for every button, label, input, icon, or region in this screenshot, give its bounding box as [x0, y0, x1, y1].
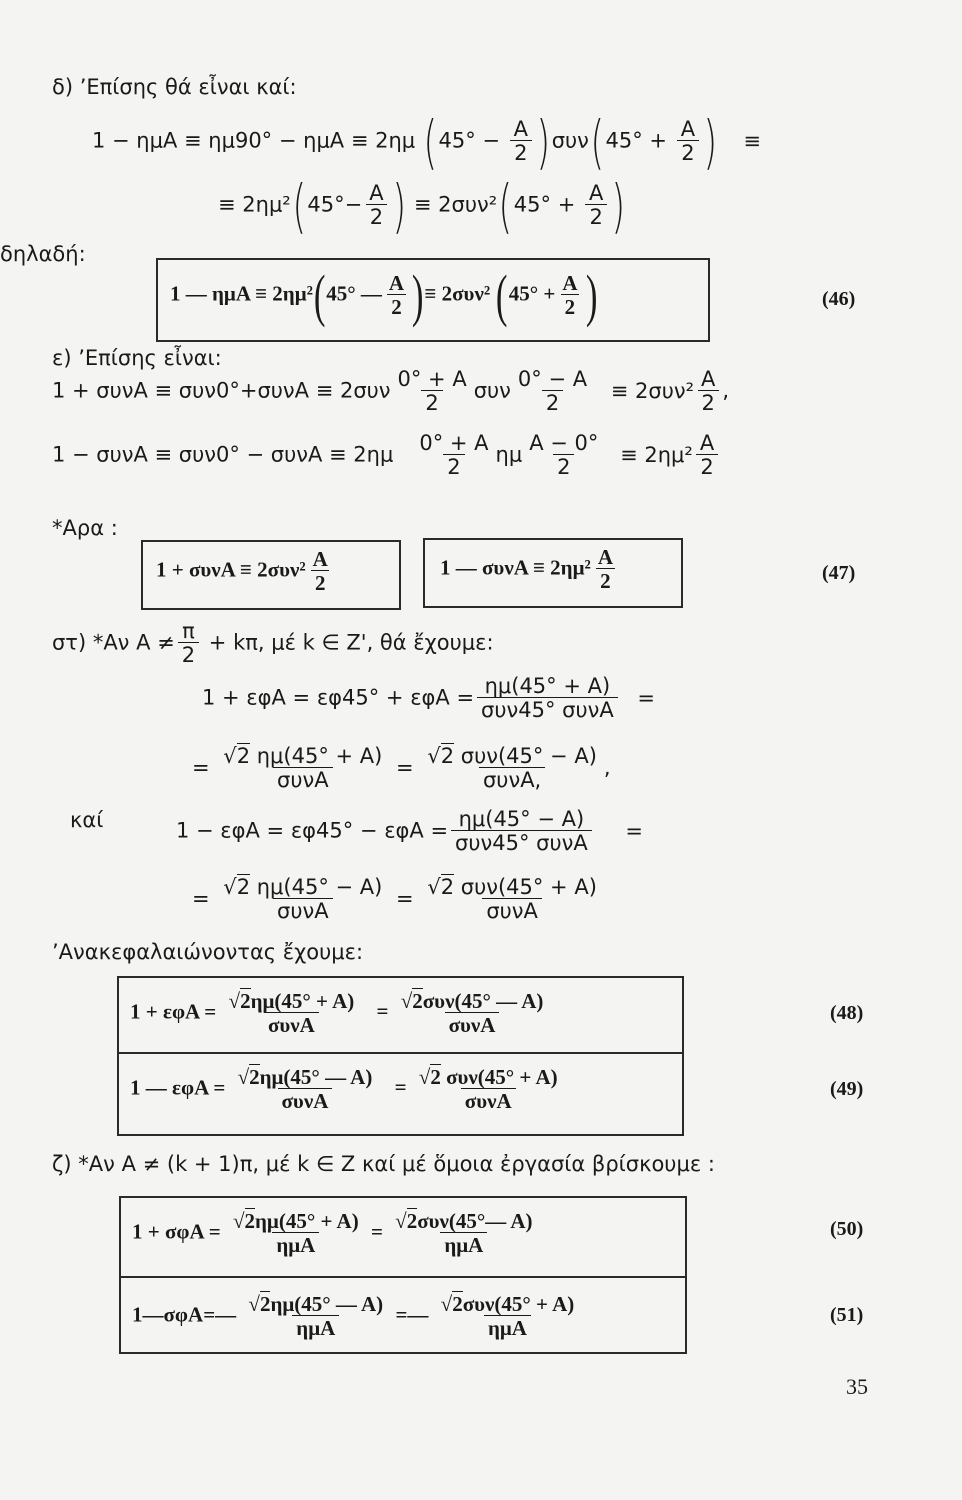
eq46-formula: 1 — ημΑ ≡ 2ημ²(45° — $\frac{A}{2}$ )≡ 2συν² (45° + $\frac{A}{2}$ ) [170, 262, 597, 328]
eq51-formula: 1—σφΑ=— $\frac{√2\eta\mu(45^\circ — A)}{\text{ημΑ}}$ =— $\frac{\text{√2συν(45° + Α)}}{\text{ημΑ}}$ [132, 1292, 575, 1341]
section-z-label: ζ) *Αν Α ≠ (k + 1)π, μέ k ∈ Ζ καί μέ ὅμοια ἐργασία βρίσκουμε : [52, 1152, 715, 1176]
eq47-number: (47) [822, 562, 856, 584]
ara-label: *Αρα : [52, 516, 118, 540]
section-e-line1: 1 + συνΑ ≡ συν0°+συνΑ ≡ 2συν $\frac{0^\circ + A}{2}$ συν $\frac{0^\circ - A}{2}$ ≡ 2συν² $\frac{A}{2}$ , [52, 367, 730, 416]
tan-minus-line2: = $\frac{√2 \eta\mu(45^\circ - A)}{\text{συνΑ}}$ = $\frac{\text{√2 συν(45° + Α)}}{\text{συνΑ}}$ [192, 875, 597, 924]
eq47-right: 1 — συνΑ ≡ 2ημ² $\frac{A}{2}$ [440, 545, 613, 594]
section-d-label: δ) ’Επίσης θά εἶναι καί: [52, 75, 297, 99]
eq50-51-divider [119, 1276, 687, 1278]
section-e-line2: 1 − συνΑ ≡ συν0° − συνΑ ≡ 2ημ $\frac{0^\circ + A}{2}$ ημ $\frac{A - 0^\circ}{2}$ ≡ 2ημ² $\frac{A}{2}$ [52, 432, 721, 479]
eq50-number: (50) [830, 1218, 864, 1240]
eq50-formula: 1 + σφΑ = $\frac{√2\eta\mu(45^\circ + A)}{\text{ημΑ}}$ = $\frac{\text{√2συν(45°— Α)}}{\text{ημΑ}}$ [132, 1209, 533, 1258]
eq48-49-divider [117, 1052, 684, 1054]
eq46-number: (46) [822, 288, 856, 310]
dilladi-label: δηλαδή: [0, 242, 86, 266]
page-number: 35 [846, 1374, 868, 1399]
eq48-number: (48) [830, 1002, 864, 1024]
eq49-number: (49) [830, 1078, 864, 1100]
kai-label: καί [70, 808, 104, 832]
section-st-line: στ) *Αν Α ≠ $\frac{\pi}{2}$ + kπ, μέ k ∈ Ζ', θά ἔχουμε: [52, 619, 494, 668]
eq51-number: (51) [830, 1304, 864, 1326]
section-d-line1: 1 − ημΑ ≡ ημ90° − ημΑ ≡ 2ημ (45° − $\frac{A}{2}$ )συν(45° + $\frac{A}{2}$ ) ≡ [92, 107, 762, 176]
tan-minus-line1: 1 − εφΑ = εφ45° − εφΑ = $\frac{\eta\mu(45^\circ - A)}{\text{συν45° συνΑ}}$ = [176, 807, 643, 856]
summary-label: ’Ανακεφαλαιώνοντας ἔχουμε: [52, 940, 364, 964]
tan-plus-line2: = $\frac{√2 \eta\mu(45^\circ + A)}{\text{συνΑ}}$ = $\frac{\text{√2 συν(45° − Α)}}{\text{συνΑ,}}$ , [192, 744, 611, 793]
section-d-line2: ≡ 2ημ²(45°− $\frac{A}{2}$ ) ≡ 2συν²(45° + $\frac{A}{2}$ ) [218, 171, 626, 240]
eq47-left: 1 + συνΑ ≡ 2συν² $\frac{A}{2}$ [156, 547, 328, 596]
eq49-formula: 1 — εφΑ = $\frac{√2\eta\mu(45^\circ — A)}{\text{συνΑ}}$ = $\frac{\text{√2 συν(45° + Α)}}{\text{συνΑ}}$ [130, 1065, 558, 1114]
eq48-formula: 1 + εφΑ = $\frac{√2\eta\mu(45^\circ + A)}{\text{συνΑ}}$ = $\frac{\text{√2συν(45° — Α)}}{\text{συνΑ}}$ [130, 989, 544, 1038]
tan-plus-line1: 1 + εφΑ = εφ45° + εφΑ = $\frac{\eta\mu(45^\circ + A)}{\text{συν45° συνΑ}}$ = [202, 674, 655, 723]
section-e-label: ε) ’Επίσης εἶναι: [52, 346, 222, 370]
